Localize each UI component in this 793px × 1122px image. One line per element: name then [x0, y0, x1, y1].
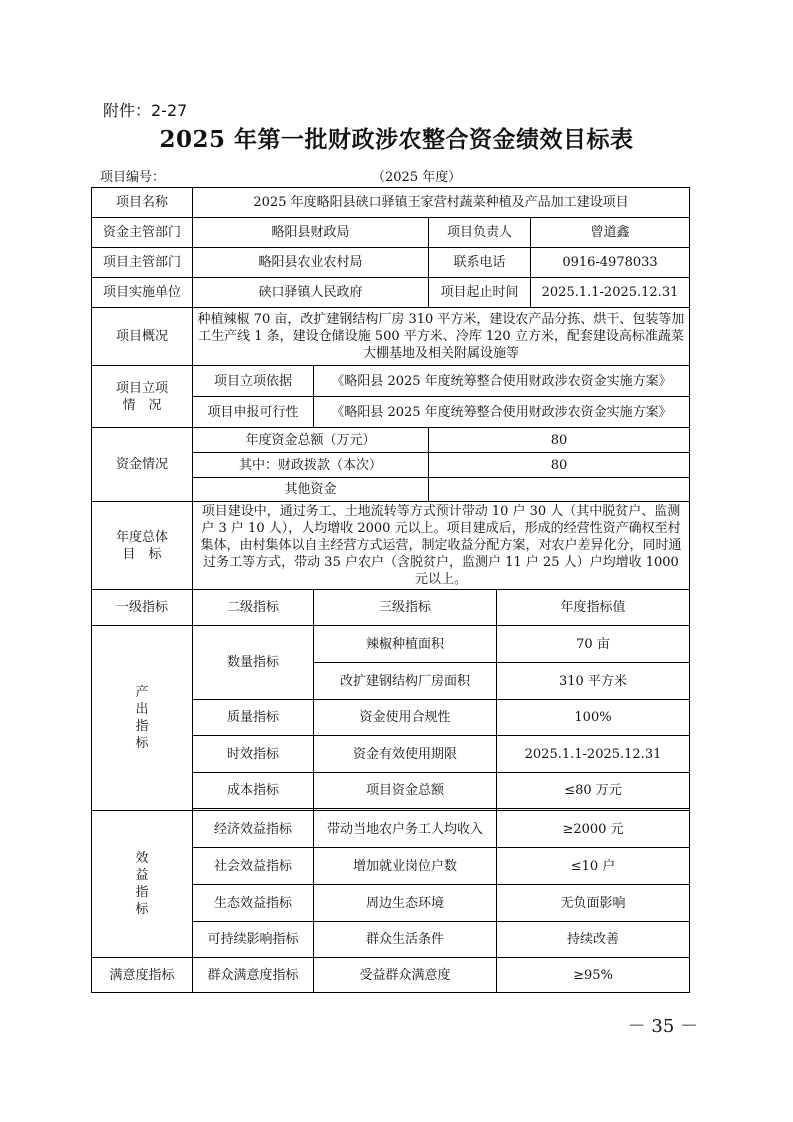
table-row: [92, 626, 690, 663]
cell-label: 成本指标: [193, 773, 314, 809]
cell-label: 可持续影响指标: [193, 922, 314, 958]
cell-label: 满意度指标: [92, 958, 193, 993]
cell-value: ≥2000 元: [497, 811, 690, 848]
cell-value: 《略阳县 2025 年度统筹整合使用财政涉农资金实施方案》: [314, 397, 690, 428]
table-header-row: [92, 590, 690, 626]
approval-label-line: 情 况: [122, 397, 162, 413]
label-char: 益: [135, 868, 149, 883]
cell-label: 质量指标: [193, 700, 314, 736]
cell-value: 硖口驿镇人民政府: [193, 278, 429, 308]
cell-value: 持续改善: [497, 922, 690, 958]
cell-value: 资金使用合规性: [314, 700, 497, 736]
cell-label: 项目实施单位: [92, 278, 193, 308]
table-row: [92, 278, 690, 308]
cell-value: 无负面影响: [497, 885, 690, 922]
cell-label: 年度资金总额（万元）: [193, 428, 429, 453]
cell-label: 项目名称: [92, 188, 193, 218]
annual-goal: 项目建设中，通过务工、土地流转等方式预计带动 10 户 30 人（其中脱贫户、监测户 3 户 10 人），人均增收 2000 元以上。项目建成后，形成的经营性资产确权至村集体，由村集体以自主经营方式运营，制定收益分配方案，对农户差异化分，同时通过务工等方式，带动 35 户农户（含脱贫户，监测户 11 户 25 人）户均增收 1000 元以上。: [193, 502, 690, 590]
cell-value: 增加就业岗位户数: [314, 848, 497, 885]
cell-value: 曾道鑫: [531, 218, 690, 248]
cell-label: 项目主管部门: [92, 248, 193, 278]
goal-label-line: 目 标: [122, 546, 162, 562]
cell-value: 周边生态环境: [314, 885, 497, 922]
cell-value: ≤10 户: [497, 848, 690, 885]
cell-label: 项目申报可行性: [193, 397, 314, 428]
project-code-label: 项目编号：: [100, 170, 166, 185]
attachment-label: 附件：2-27: [103, 101, 188, 120]
cell-value: 受益群众满意度: [314, 958, 497, 993]
cell-label: 项目立项依据: [193, 366, 314, 397]
cell-value: 项目资金总额: [314, 773, 497, 809]
cell-label: 经济效益指标: [193, 811, 314, 848]
cell-value: 《略阳县 2025 年度统筹整合使用财政涉农资金实施方案》: [314, 366, 690, 397]
column-header: 二级指标: [193, 590, 314, 626]
label-char: 效: [135, 851, 149, 866]
table-row: [92, 502, 690, 590]
table-row: [92, 188, 690, 218]
column-header: 一级指标: [92, 590, 193, 626]
cell-value: 带动当地农户务工人均收入: [314, 811, 497, 848]
cell-label: 社会效益指标: [193, 848, 314, 885]
cell-value: 2025.1.1-2025.12.31: [497, 736, 690, 773]
cell-value: 80: [429, 453, 690, 478]
cell-value: 70 亩: [497, 626, 690, 663]
cell-label: 联系电话: [429, 248, 531, 278]
cell-value: 2025.1.1-2025.12.31: [531, 278, 690, 308]
cell-value: 略阳县农业农村局: [193, 248, 429, 278]
cell-value: 2025 年度略阳县硖口驿镇王家营村蔬菜种植及产品加工建设项目: [193, 188, 690, 218]
cell-value: [429, 478, 690, 502]
cell-label: 其他资金: [193, 478, 429, 502]
cell-value: 略阳县财政局: [193, 218, 429, 248]
cell-value: 群众生活条件: [314, 922, 497, 958]
column-header: 三级指标: [314, 590, 497, 626]
table-row: [92, 366, 690, 397]
cell-value: 改扩建钢结构厂房面积: [314, 663, 497, 700]
cell-label: 资金主管部门: [92, 218, 193, 248]
approval-label: [92, 366, 193, 428]
label-char: 标: [135, 902, 149, 917]
performance-table: [91, 187, 690, 993]
cell-label: 时效指标: [193, 736, 314, 773]
label-char: 标: [135, 736, 149, 751]
cell-label: 项目负责人: [429, 218, 531, 248]
cell-label: 生态效益指标: [193, 885, 314, 922]
page-number: － 35 －: [627, 1016, 698, 1037]
project-overview: 种植辣椒 70 亩，改扩建钢结构厂房 310 平方米，建设农产品分拣、烘干、包装等加工生产线 1 条，建设仓储设施 500 平方米、冷库 120 立方米，配套建设高标准蔬菜大棚基地及相关附属设施等: [193, 308, 690, 366]
goal-label-line: 年度总体: [115, 529, 168, 545]
cell-value: 0916-4978033: [531, 248, 690, 278]
label-char: 出: [135, 702, 149, 717]
cell-label: 数量指标: [193, 626, 314, 700]
cell-value: ≤80 万元: [497, 773, 690, 809]
column-header: 年度指标值: [497, 590, 690, 626]
year-label: （2025 年度）: [372, 170, 462, 185]
table-row: [92, 308, 690, 366]
benefit-indicator-label: [92, 811, 193, 958]
label-char: 指: [135, 885, 149, 900]
cell-value: 310 平方米: [497, 663, 690, 700]
label-char: 指: [135, 719, 149, 734]
cell-value: 100%: [497, 700, 690, 736]
goal-label: [92, 502, 193, 590]
cell-label: 群众满意度指标: [193, 958, 314, 993]
cell-value: 80: [429, 428, 690, 453]
table-row: [92, 428, 690, 453]
cell-label: 资金情况: [92, 428, 193, 502]
table-row: [92, 958, 690, 993]
cell-value: 资金有效使用期限: [314, 736, 497, 773]
cell-value: 辣椒种植面积: [314, 626, 497, 663]
cell-label: 项目概况: [92, 308, 193, 366]
output-indicator-label: [92, 626, 193, 811]
label-char: 产: [135, 685, 149, 700]
cell-label: 其中：财政拨款（本次）: [193, 453, 429, 478]
cell-label: 项目起止时间: [429, 278, 531, 308]
table-row: [92, 248, 690, 278]
approval-label-line: 项目立项: [115, 380, 168, 396]
cell-value: ≥95%: [497, 958, 690, 993]
table-row: [92, 218, 690, 248]
table-row: [92, 811, 690, 848]
page-title: 2025 年第一批财政涉农整合资金绩效目标表: [159, 126, 634, 153]
